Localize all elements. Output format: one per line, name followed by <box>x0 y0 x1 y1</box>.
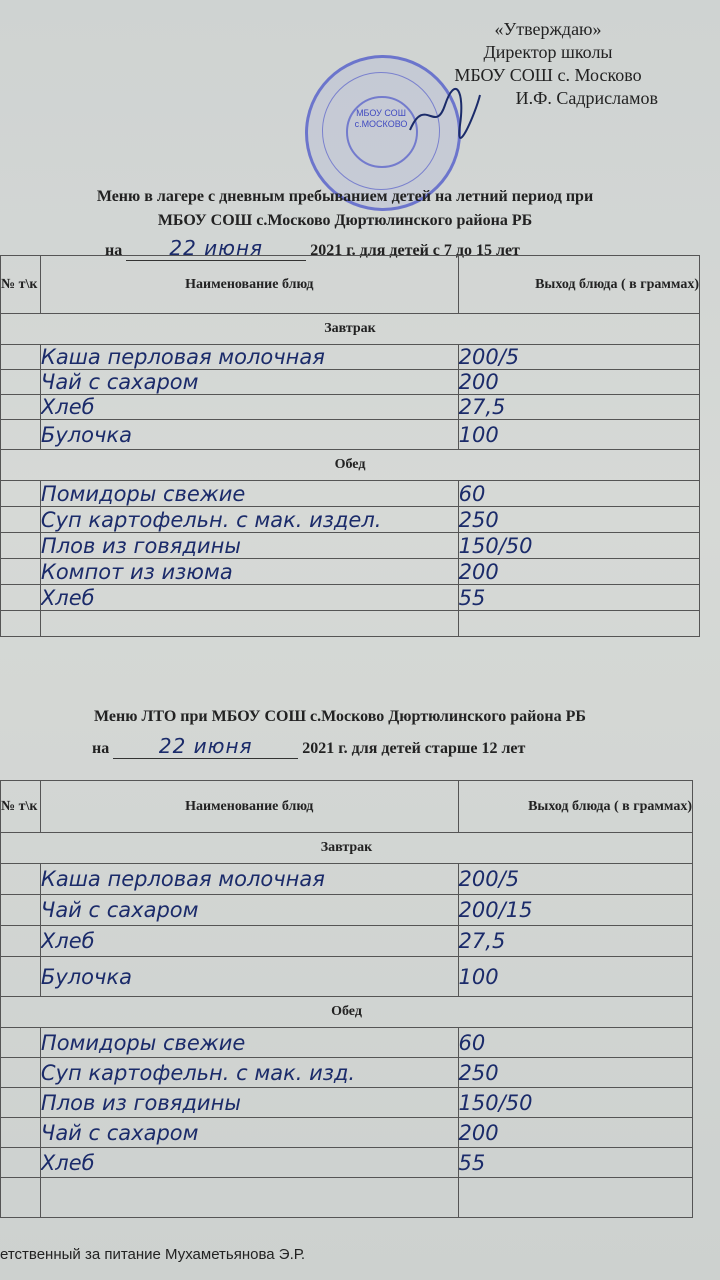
dish-qty: 55 <box>458 585 486 610</box>
menu2-date-value: 22 июня <box>113 734 298 759</box>
dish-qty: 100 <box>458 422 499 447</box>
menu2-col-out: Выход блюда ( в граммах) <box>458 781 692 833</box>
menu2-col-num: № т\к <box>1 781 41 833</box>
dish-qty: 60 <box>458 1030 486 1055</box>
menu2-header-row <box>1 781 693 833</box>
dish-name: Чай с сахаром <box>40 1120 199 1145</box>
table-row <box>1 559 700 585</box>
dish-name: Чай с сахаром <box>40 370 199 394</box>
approval-director-name: И.Ф. Садрисламов <box>515 88 658 108</box>
table-row <box>1 1178 693 1218</box>
menu1-date-prefix: на <box>105 242 123 259</box>
table-row <box>1 370 700 395</box>
table-row <box>1 420 700 450</box>
table-row <box>1 1088 693 1118</box>
dish-name: Хлеб <box>40 1150 95 1175</box>
dish-name: Плов из говядины <box>40 533 241 558</box>
menu1-date-suffix: 2021 г. для детей с 7 до 15 лет <box>310 242 520 259</box>
table-row <box>1 611 700 637</box>
table-row <box>1 926 693 957</box>
dish-qty: 200 <box>458 370 499 394</box>
table-row <box>1 585 700 611</box>
table-row <box>1 957 693 997</box>
dish-name: Чай с сахаром <box>40 898 199 922</box>
menu1-col-out: Выход блюда ( в граммах) <box>458 256 699 314</box>
menu1-lunch-label: Обед <box>1 450 700 481</box>
menu2-lunch-row <box>1 997 693 1028</box>
menu2-lunch-label: Обед <box>1 997 693 1028</box>
stamp-center-text: МБОУ СОШ с.МОСКОВО <box>354 108 408 129</box>
dish-qty: 200/5 <box>458 345 520 369</box>
dish-qty: 200 <box>458 559 499 584</box>
dish-qty: 250 <box>458 1060 499 1085</box>
dish-qty: 60 <box>458 481 486 506</box>
dish-name: Компот из изюма <box>40 559 233 584</box>
dish-qty: 200 <box>458 1120 499 1145</box>
signature-icon <box>405 85 485 145</box>
dish-name: Суп картофельн. с мак. изд. <box>40 1060 356 1085</box>
menu1-col-name: Наименование блюд <box>40 256 458 314</box>
dish-name: Булочка <box>40 422 132 447</box>
menu1-breakfast-label: Завтрак <box>1 314 700 345</box>
dish-qty: 200/15 <box>458 898 533 922</box>
dish-qty: 200/5 <box>458 867 520 891</box>
table-row <box>1 345 700 370</box>
dish-name: Помидоры свежие <box>40 481 246 506</box>
menu1-col-num: № т\к <box>1 256 41 314</box>
table-row <box>1 395 700 420</box>
table-row <box>1 1028 693 1058</box>
dish-name: Хлеб <box>40 395 95 419</box>
dish-qty: 100 <box>458 964 499 989</box>
menu1-breakfast-row <box>1 314 700 345</box>
dish-name: Хлеб <box>40 929 95 953</box>
menu2-breakfast-row <box>1 833 693 864</box>
dish-qty: 27,5 <box>458 395 506 419</box>
table-row <box>1 533 700 559</box>
approval-position: Директор школы <box>483 42 613 62</box>
table-row <box>1 1148 693 1178</box>
menu1-date-value: 22 июня <box>126 236 306 261</box>
dish-name: Хлеб <box>40 585 95 610</box>
dish-name: Плов из говядины <box>40 1090 241 1115</box>
table-row <box>1 507 700 533</box>
menu2-date-suffix: 2021 г. для детей старше 12 лет <box>302 740 526 757</box>
dish-name: Каша перловая молочная <box>40 867 325 891</box>
menu2-breakfast-label: Завтрак <box>1 833 693 864</box>
menu1-lunch-row <box>1 450 700 481</box>
menu2-title-line1: Меню ЛТО при МБОУ СОШ с.Москово Дюртюлинского района РБ <box>94 708 586 725</box>
menu2-date-line <box>92 734 525 759</box>
menu1-header-row <box>1 256 700 314</box>
table-row <box>1 1058 693 1088</box>
footer-responsible: етственный за питание Мухаметьянова Э.Р. <box>0 1246 306 1263</box>
dish-qty: 55 <box>458 1150 486 1175</box>
dish-name: Булочка <box>40 964 132 989</box>
dish-name: Суп картофельн. с мак. издел. <box>40 507 382 532</box>
approval-school: МБОУ СОШ с. Москово <box>454 65 642 85</box>
dish-qty: 150/50 <box>458 533 533 558</box>
dish-name: Помидоры свежие <box>40 1030 246 1055</box>
dish-qty: 250 <box>458 507 499 532</box>
table-row <box>1 481 700 507</box>
dish-qty: 150/50 <box>458 1090 533 1115</box>
approval-heading: «Утверждаю» <box>494 19 602 39</box>
menu2-table <box>0 780 693 1218</box>
table-row <box>1 895 693 926</box>
menu2-date-prefix: на <box>92 740 110 757</box>
table-row <box>1 864 693 895</box>
dish-name: Каша перловая молочная <box>40 345 325 369</box>
menu1-table <box>0 255 700 637</box>
menu1-title-line1: Меню в лагере с дневным пребыванием детей на летний период при <box>96 188 594 205</box>
menu1-title-line2: МБОУ СОШ с.Москово Дюртюлинского района РБ <box>157 212 533 229</box>
menu2-col-name: Наименование блюд <box>40 781 458 833</box>
dish-qty: 27,5 <box>458 929 506 953</box>
table-row <box>1 1118 693 1148</box>
